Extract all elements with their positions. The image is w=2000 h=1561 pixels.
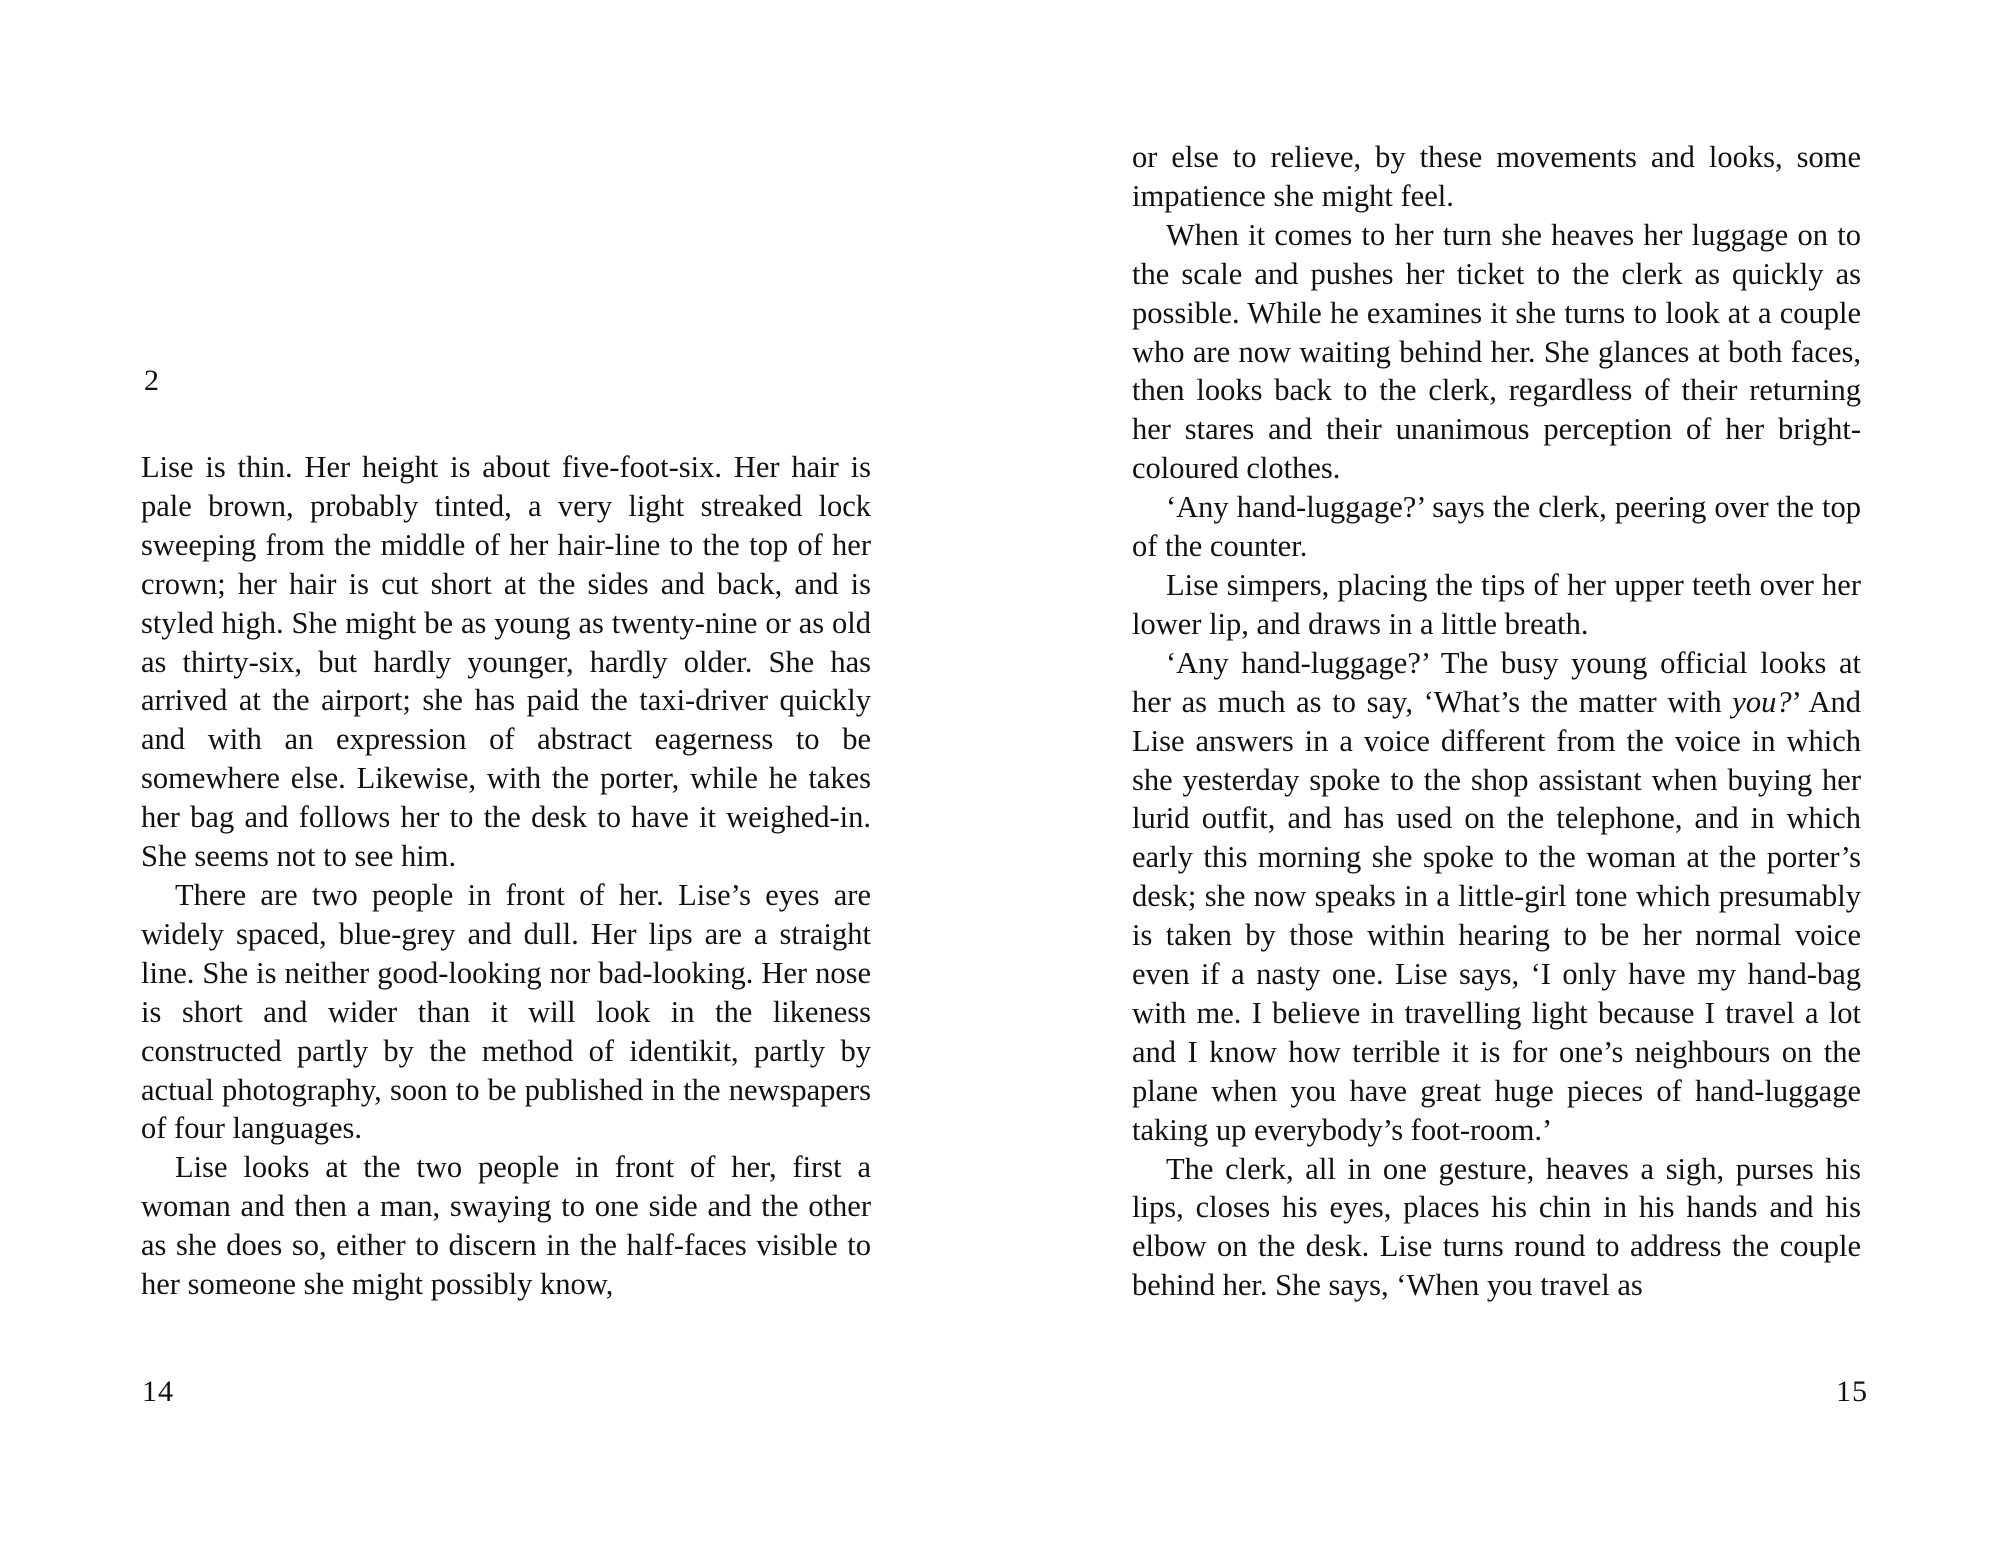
paragraph: There are two people in front of her. Lise’s eyes are widely spaced, blue-grey and dull. Her lips are a straight line. She is neither good-looking nor bad-looking. Her nose is short and wider than it will look in the likeness constructed partly by the method of identikit, partly by actual photography, soon to be published in the newspapers of four languages. — [141, 877, 871, 1146]
chapter-number: 2 — [144, 364, 159, 397]
page-number: 14 — [142, 1375, 174, 1408]
right-page-text — [1132, 138, 1861, 1305]
emphasized-text: you? — [1732, 684, 1792, 719]
left-page-text — [141, 448, 871, 1304]
paragraph: Lise is thin. Her height is about five-foot-six. Her hair is pale brown, probably tinted, a very light streaked lock sweeping from the middle of her hair-line to the top of her crown; her hair is cut short at the sides and back, and is styled high. She might be as young as twenty-nine or as old as thirty-six, but hardly younger, hardly older. She has arrived at the airport; she has paid the taxi-driver quickly and with an expression of abstract eagerness to be somewhere else. Likewise, with the porter, while he takes her bag and follows her to the desk to have it weighed-in. She seems not to see him. — [141, 450, 871, 874]
paragraph: The clerk, all in one gesture, heaves a sigh, purses his lips, closes his eyes, places his chin in his hands and his elbow on the desk. Lise turns round to address the couple behind her. She says, ‘When you travel as — [1132, 1151, 1861, 1303]
paragraph-text: ’ And Lise answers in a voice different from the voice in which she yesterday spoke to the shop assistant when buying her lurid outfit, and has used on the telephone, and in which early this morning she spoke to the woman at the porter’s desk; she now speaks in a little-girl tone which presumably is taken by those within hearing to be her normal voice even if a nasty one. Lise says, ‘I only have my hand-bag with me. I believe in travelling light because I travel a lot and I know how terrible it is for one’s neighbours on the plane when you have great huge pieces of hand-luggage taking up everybody’s foot-room.’ — [1132, 684, 1861, 1147]
paragraph: ‘Any hand-luggage?’ says the clerk, peering over the top of the counter. — [1132, 490, 1861, 564]
paragraph: When it comes to her turn she heaves her luggage on to the scale and pushes her ticket to the clerk as quickly as possible. While he examines it she turns to look at a couple who are now waiting behind her. She glances at both faces, then looks back to the clerk, regardless of their returning her stares and their unanimous perception of her bright-coloured clothes. — [1132, 217, 1861, 486]
paragraph: or else to relieve, by these movements and looks, some impatience she might feel. — [1132, 140, 1861, 213]
right-page — [1000, 0, 2000, 1561]
page-number: 15 — [1836, 1375, 1868, 1408]
paragraph-text: ‘Any hand-luggage?’ The busy young official looks at her as much as to say, ‘What’s the matter with — [1132, 645, 1861, 719]
paragraph: Lise simpers, placing the tips of her upper teeth over her lower lip, and draws in a little breath. — [1132, 567, 1861, 641]
paragraph — [1132, 644, 1861, 1150]
paragraph: Lise looks at the two people in front of her, first a woman and then a man, swaying to one side and the other as she does so, either to discern in the half-faces visible to her someone she might possibly know, — [141, 1150, 871, 1302]
